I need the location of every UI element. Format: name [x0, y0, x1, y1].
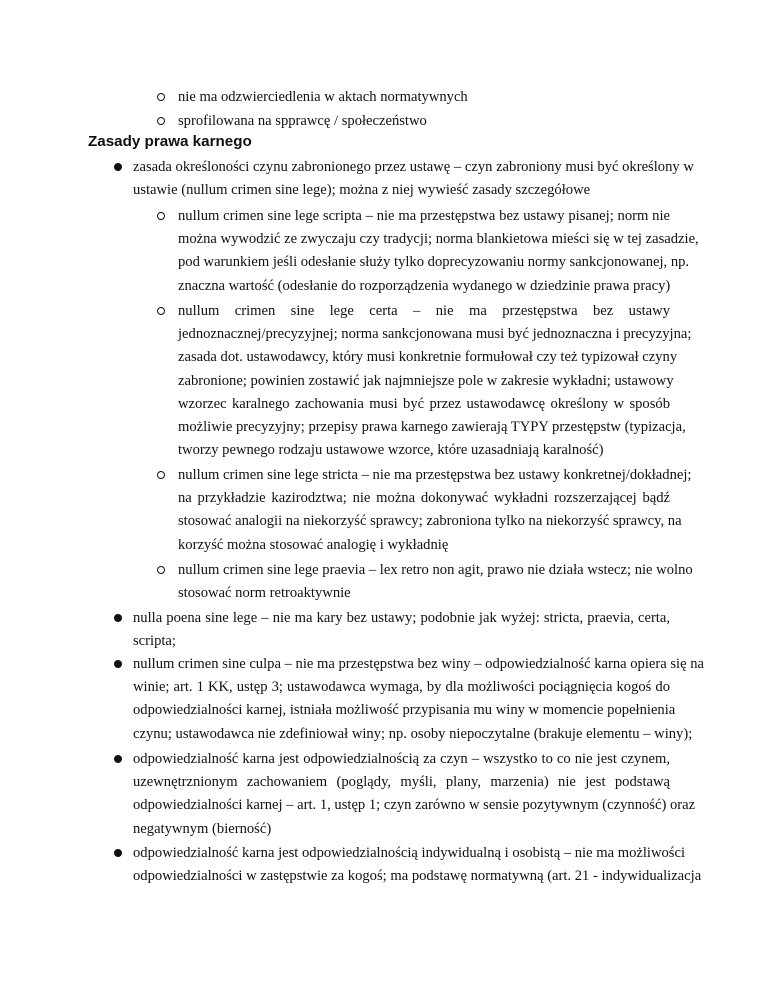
text-line: odpowiedzialności karnej, istniała możliwość przypisania mu winy w momencie popełnienia	[133, 702, 676, 719]
text-line: winie; art. 1 KK, ustęp 3; ustawodawca wymaga, by dla możliwości pociągnięcia kogoś do	[133, 679, 670, 696]
text-line: można wywodzić ze zwyczaju czy tradycji; norma blankietowa mieści się w tej zasadzie,	[178, 231, 699, 248]
text-line: zabronione; powinien zostawić jak najmniejsze pole w zakresie wykładni; ustawowy	[178, 372, 674, 389]
list-item	[133, 156, 694, 202]
list-item	[178, 110, 427, 133]
text-line: tworzy pewnego rodzaju ustawowe wzorce, które uzasadniają karalność)	[178, 442, 604, 459]
text-line: czynu; ustawodawca nie zdefiniował winy; np. osoby niepoczytalne (brakuje elementu – winy);	[133, 725, 693, 742]
list-item	[178, 464, 692, 557]
text-line: nullum crimen sine lege praevia – lex retro non agit, prawo nie działa wstecz; nie wolno	[178, 562, 693, 578]
text-line: zasada określoności czynu zabronionego przez ustawę – czyn zabroniony musi być określony w	[133, 159, 694, 175]
text-line: na przykładzie kazirodztwa; nie można dokonywać wykładni rozszerzającej bądź	[178, 490, 670, 507]
sub-bullet-icon	[157, 212, 165, 220]
text-line: odpowiedzialności karnej – art. 1, ustęp 1; czyn zarówno w sensie pozytywnym (czynność) oraz	[133, 797, 696, 814]
text-line: nulla poena sine lege – nie ma kary bez ustawy; podobnie jak wyżej: stricta, praevia, certa,	[133, 610, 670, 626]
text-line: zasada dot. ustawodawcy, który musi konkretnie formułował czy też typizował czyny	[178, 349, 678, 366]
text-line: odpowiedzialność karna jest odpowiedzialnością za czyn – wszystko to co nie jest czynem,	[133, 751, 670, 767]
text-line: nullum crimen sine lege stricta – nie ma przestępstwa bez ustawy konkretnej/dokładnej;	[178, 467, 692, 483]
text-line: negatywnym (bierność)	[133, 820, 272, 837]
bullet-icon	[114, 163, 122, 171]
sub-bullet-icon	[157, 93, 165, 101]
list-item	[178, 205, 699, 298]
text-line: wzorzec karalnego zachowania musi być przez ustawodawcę określony w sposób	[178, 395, 670, 412]
text-line: korzyść można stosować analogię i wykładnię	[178, 536, 449, 553]
bullet-icon	[114, 849, 122, 857]
list-item	[178, 559, 693, 605]
list-item	[133, 607, 670, 653]
text-line: znaczna wartość (odesłanie do rozporządzenia wydanego w dziedzinie prawa pracy)	[178, 277, 671, 294]
text-line: możliwie precyzyjny; przepisy prawa karnego zawierają TYPY przestępstw (typizacja,	[178, 419, 686, 436]
list-item	[133, 748, 696, 841]
text-line: sprofilowana na spprawcę / społeczeństwo	[178, 113, 427, 129]
text-line: scripta;	[133, 633, 176, 650]
text-line: stosować norm retroaktywnie	[178, 585, 351, 602]
bullet-icon	[114, 755, 122, 763]
sub-bullet-icon	[157, 471, 165, 479]
text-line: nullum crimen sine lege scripta – nie ma przestępstwa bez ustawy pisanej; norm nie	[178, 208, 670, 224]
text-line: odpowiedzialność karna jest odpowiedzialnością indywidualną i osobistą – nie ma możliwości	[133, 845, 685, 861]
text-line: nie ma odzwierciedlenia w aktach normatywnych	[178, 89, 468, 105]
sub-bullet-icon	[157, 307, 165, 315]
text-line: nullum crimen sine lege certa – nie ma przestępstwa bez ustawy	[178, 303, 670, 319]
section-heading: Zasady prawa karnego	[88, 133, 252, 150]
list-item	[133, 842, 702, 888]
sub-bullet-icon	[157, 117, 165, 125]
list-item	[178, 300, 692, 462]
list-item	[178, 86, 468, 109]
text-line: ustawie (nullum crimen sine lege); można z niej wywieść zasady szczegółowe	[133, 182, 591, 199]
text-line: nullum crimen sine culpa – nie ma przestępstwa bez winy – odpowiedzialność karna opiera się na	[133, 656, 704, 672]
list-item	[133, 653, 704, 746]
bullet-icon	[114, 660, 122, 668]
text-line: pod warunkiem jeśli odesłanie służy tylko doprecyzowaniu normy sankcjonowanej, np.	[178, 254, 690, 271]
bullet-icon	[114, 614, 122, 622]
text-line: stosować analogii na niekorzyść sprawcy; zabroniona tylko na niekorzyść sprawcy, na	[178, 513, 682, 530]
text-line: uzewnętrznionym zachowaniem (poglądy, myśli, plany, marzenia) nie jest podstawą	[133, 774, 670, 791]
sub-bullet-icon	[157, 566, 165, 574]
text-line: odpowiedzialności w zastępstwie za kogoś; ma podstawę normatywną (art. 21 - indywidualizacja	[133, 868, 702, 885]
text-line: jednoznacznej/precyzyjnej; norma sankcjonowana musi być jednoznaczna i precyzyjna;	[178, 326, 692, 343]
